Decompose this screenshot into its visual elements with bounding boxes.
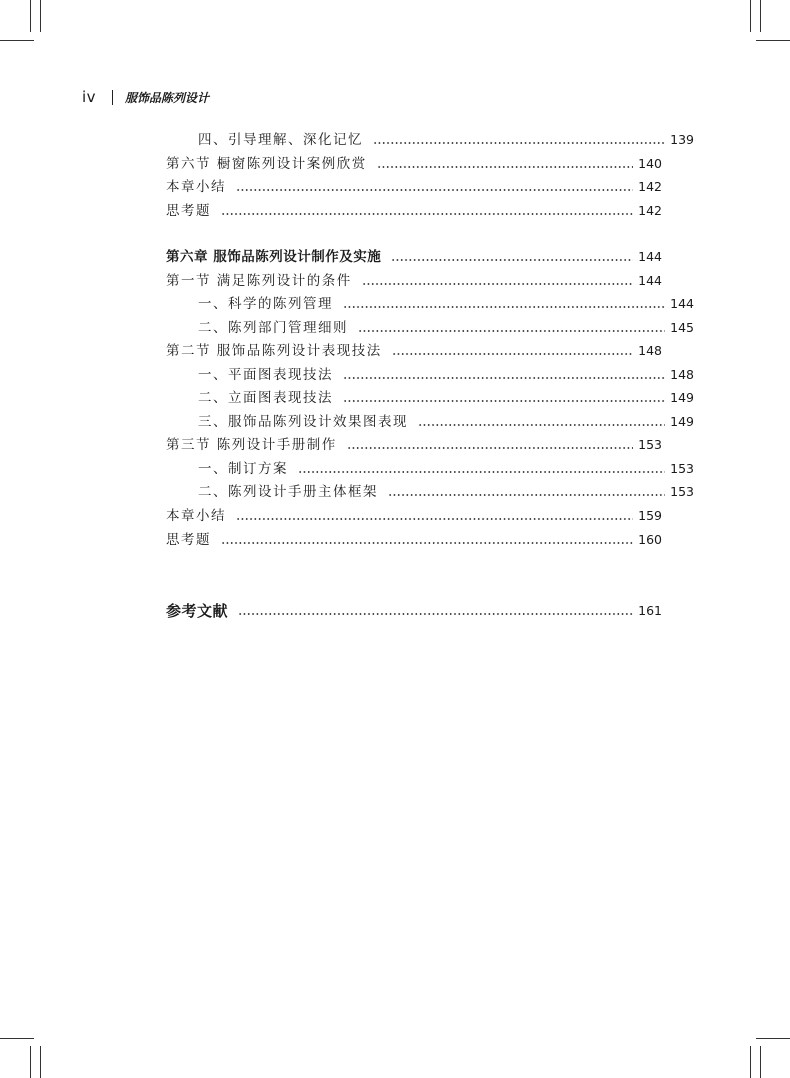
toc-entry-page: 144 bbox=[670, 296, 694, 311]
toc-entry[interactable] bbox=[166, 409, 694, 431]
dot-leader bbox=[343, 400, 665, 402]
toc-entry[interactable] bbox=[166, 151, 662, 173]
toc-entry-label: 二、陈列设计手册主体框架 bbox=[198, 484, 378, 500]
toc-entry-page: 148 bbox=[670, 367, 694, 382]
crop-mark bbox=[760, 1046, 761, 1078]
dot-leader bbox=[236, 189, 633, 191]
toc-entry-page: 149 bbox=[670, 414, 694, 429]
crop-mark bbox=[30, 0, 31, 32]
toc-entry-label: 本章小结 bbox=[166, 508, 226, 524]
toc-entry-label: 思考题 bbox=[166, 203, 211, 219]
toc-entry[interactable] bbox=[166, 174, 662, 196]
toc-entry-page: 160 bbox=[638, 532, 662, 547]
toc-entry-page: 148 bbox=[638, 343, 662, 358]
toc-entry[interactable] bbox=[166, 527, 662, 549]
dot-leader bbox=[221, 542, 633, 544]
toc-entry-label: 三、服饰品陈列设计效果图表现 bbox=[198, 414, 408, 430]
toc-entry-label: 一、平面图表现技法 bbox=[198, 367, 333, 383]
dot-leader bbox=[373, 142, 665, 144]
toc-entry-page: 153 bbox=[638, 437, 662, 452]
dot-leader bbox=[362, 283, 633, 285]
toc-entry-page: 153 bbox=[670, 484, 694, 499]
toc-entry[interactable] bbox=[166, 385, 694, 407]
toc-entry-label: 思考题 bbox=[166, 532, 211, 548]
toc-entry[interactable] bbox=[166, 127, 694, 149]
toc-entry-label: 第六节 橱窗陈列设计案例欣赏 bbox=[166, 156, 367, 172]
toc-entry-page: 139 bbox=[670, 132, 694, 147]
crop-mark bbox=[40, 1046, 41, 1078]
toc-entry-label: 第三节 陈列设计手册制作 bbox=[166, 437, 337, 453]
toc-entry-label: 第六章 服饰品陈列设计制作及实施 bbox=[166, 249, 382, 265]
toc-entry[interactable] bbox=[166, 198, 662, 220]
toc-references[interactable] bbox=[166, 598, 662, 620]
toc-entry-label: 一、科学的陈列管理 bbox=[198, 296, 333, 312]
crop-mark bbox=[0, 1038, 34, 1039]
toc-entry[interactable] bbox=[166, 503, 662, 525]
running-header bbox=[82, 88, 209, 106]
dot-leader bbox=[236, 518, 633, 520]
toc-entry-page: 142 bbox=[638, 179, 662, 194]
crop-mark bbox=[750, 0, 751, 32]
crop-mark bbox=[760, 0, 761, 32]
dot-leader bbox=[221, 213, 633, 215]
dot-leader bbox=[343, 306, 665, 308]
toc-entry-page: 144 bbox=[638, 273, 662, 288]
dot-leader bbox=[343, 377, 665, 379]
toc-entry-page: 140 bbox=[638, 156, 662, 171]
dot-leader bbox=[358, 330, 665, 332]
crop-mark bbox=[30, 1046, 31, 1078]
crop-mark bbox=[756, 40, 790, 41]
toc-entry-label: 四、引导理解、深化记忆 bbox=[198, 132, 363, 148]
toc-entry[interactable] bbox=[166, 338, 662, 360]
toc-entry[interactable] bbox=[166, 315, 694, 337]
toc-entry-label: 本章小结 bbox=[166, 179, 226, 195]
dot-leader bbox=[392, 353, 633, 355]
dot-leader bbox=[347, 447, 633, 449]
toc-entry-page: 159 bbox=[638, 508, 662, 523]
toc-entry[interactable] bbox=[166, 268, 662, 290]
toc-entry-label: 参考文献 bbox=[166, 602, 229, 620]
toc-entry-page: 153 bbox=[670, 461, 694, 476]
crop-mark bbox=[756, 1038, 790, 1039]
toc-entry-page: 144 bbox=[638, 249, 662, 264]
toc-entry-page: 145 bbox=[670, 320, 694, 335]
crop-mark bbox=[40, 0, 41, 32]
dot-leader bbox=[391, 259, 633, 261]
crop-mark bbox=[750, 1046, 751, 1078]
toc-entry-label: 一、制订方案 bbox=[198, 461, 288, 477]
toc-entry-label: 二、陈列部门管理细则 bbox=[198, 320, 348, 336]
crop-mark bbox=[0, 40, 34, 41]
toc-entry-page: 149 bbox=[670, 390, 694, 405]
toc-entry-label: 第一节 满足陈列设计的条件 bbox=[166, 273, 352, 289]
dot-leader bbox=[388, 494, 665, 496]
toc-entry-label: 第二节 服饰品陈列设计表现技法 bbox=[166, 343, 382, 359]
toc-entry-label: 二、立面图表现技法 bbox=[198, 390, 333, 406]
toc-entry-page: 161 bbox=[638, 603, 662, 618]
toc-chapter[interactable] bbox=[166, 244, 662, 266]
dot-leader bbox=[238, 613, 633, 615]
toc-entry[interactable] bbox=[166, 362, 694, 384]
toc-entry[interactable] bbox=[166, 432, 662, 454]
dot-leader bbox=[298, 471, 665, 473]
toc-entry-page: 142 bbox=[638, 203, 662, 218]
toc-entry[interactable] bbox=[166, 291, 694, 313]
dot-leader bbox=[377, 166, 633, 168]
toc-entry[interactable] bbox=[166, 479, 694, 501]
toc-entry[interactable] bbox=[166, 456, 694, 478]
dot-leader bbox=[418, 424, 665, 426]
book-title: 服饰品陈列设计 bbox=[125, 90, 210, 105]
page-number: iv bbox=[82, 88, 97, 106]
header-divider bbox=[112, 90, 113, 105]
